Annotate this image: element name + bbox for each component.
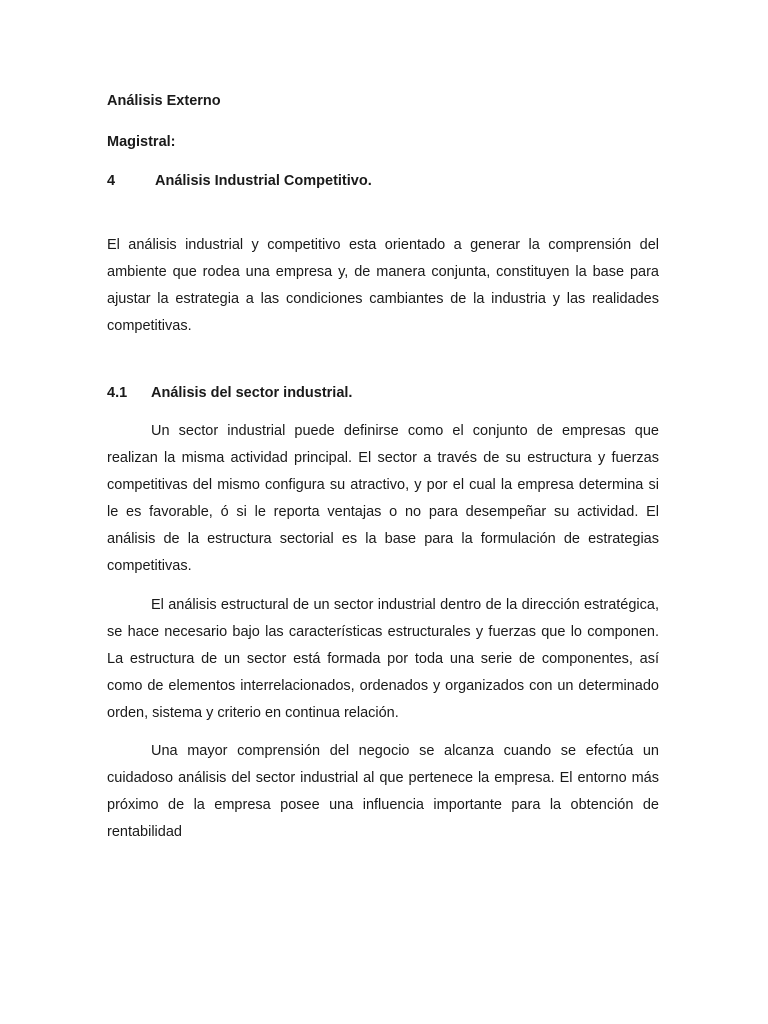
subsection-heading — [107, 384, 352, 402]
section-intro-paragraph: El análisis industrial y competitivo esta orientado a generar la comprensión del ambiente que rodea una empresa y, de manera conjunta, constituyen la base para ajustar la estrategia a las condiciones cambiantes de la industria y las realidades competitivas. — [107, 237, 659, 334]
document-title: Análisis Externo — [107, 93, 221, 109]
section-number: 4 — [107, 173, 116, 189]
document-subtitle: Magistral: — [107, 134, 176, 150]
subsection-title: Análisis del sector industrial. — [151, 385, 353, 401]
section-heading — [107, 172, 372, 190]
subsection-number: 4.1 — [107, 385, 128, 401]
body-paragraph: Una mayor comprensión del negocio se alcanza cuando se efectúa un cuidadoso análisis del sector industrial al que pertenece la empresa. El entorno más próximo de la empresa posee una influencia importante para la obtención de rentabilidad — [107, 743, 659, 840]
body-paragraph: Un sector industrial puede definirse como el conjunto de empresas que realizan la misma actividad principal. El sector a través de su estructura y fuerzas competitivas del mismo configura su atractivo, y por el cual la empresa determina si le es favorable, ó si le reporta ventajas o no para desempeñar su actividad. El análisis de la estructura sectorial es la base para la formulación de estrategias competitivas. — [107, 423, 659, 574]
section-title: Análisis Industrial Competitivo. — [155, 173, 372, 189]
body-paragraph: El análisis estructural de un sector industrial dentro de la dirección estratégica, se hace necesario bajo las características estructurales y fuerzas que lo componen. La estructura de un sector está formada por toda una serie de componentes, así como de elementos interrelacionados, ordenados y organizados con un determinado orden, sistema y criterio en continua relación. — [107, 597, 659, 721]
